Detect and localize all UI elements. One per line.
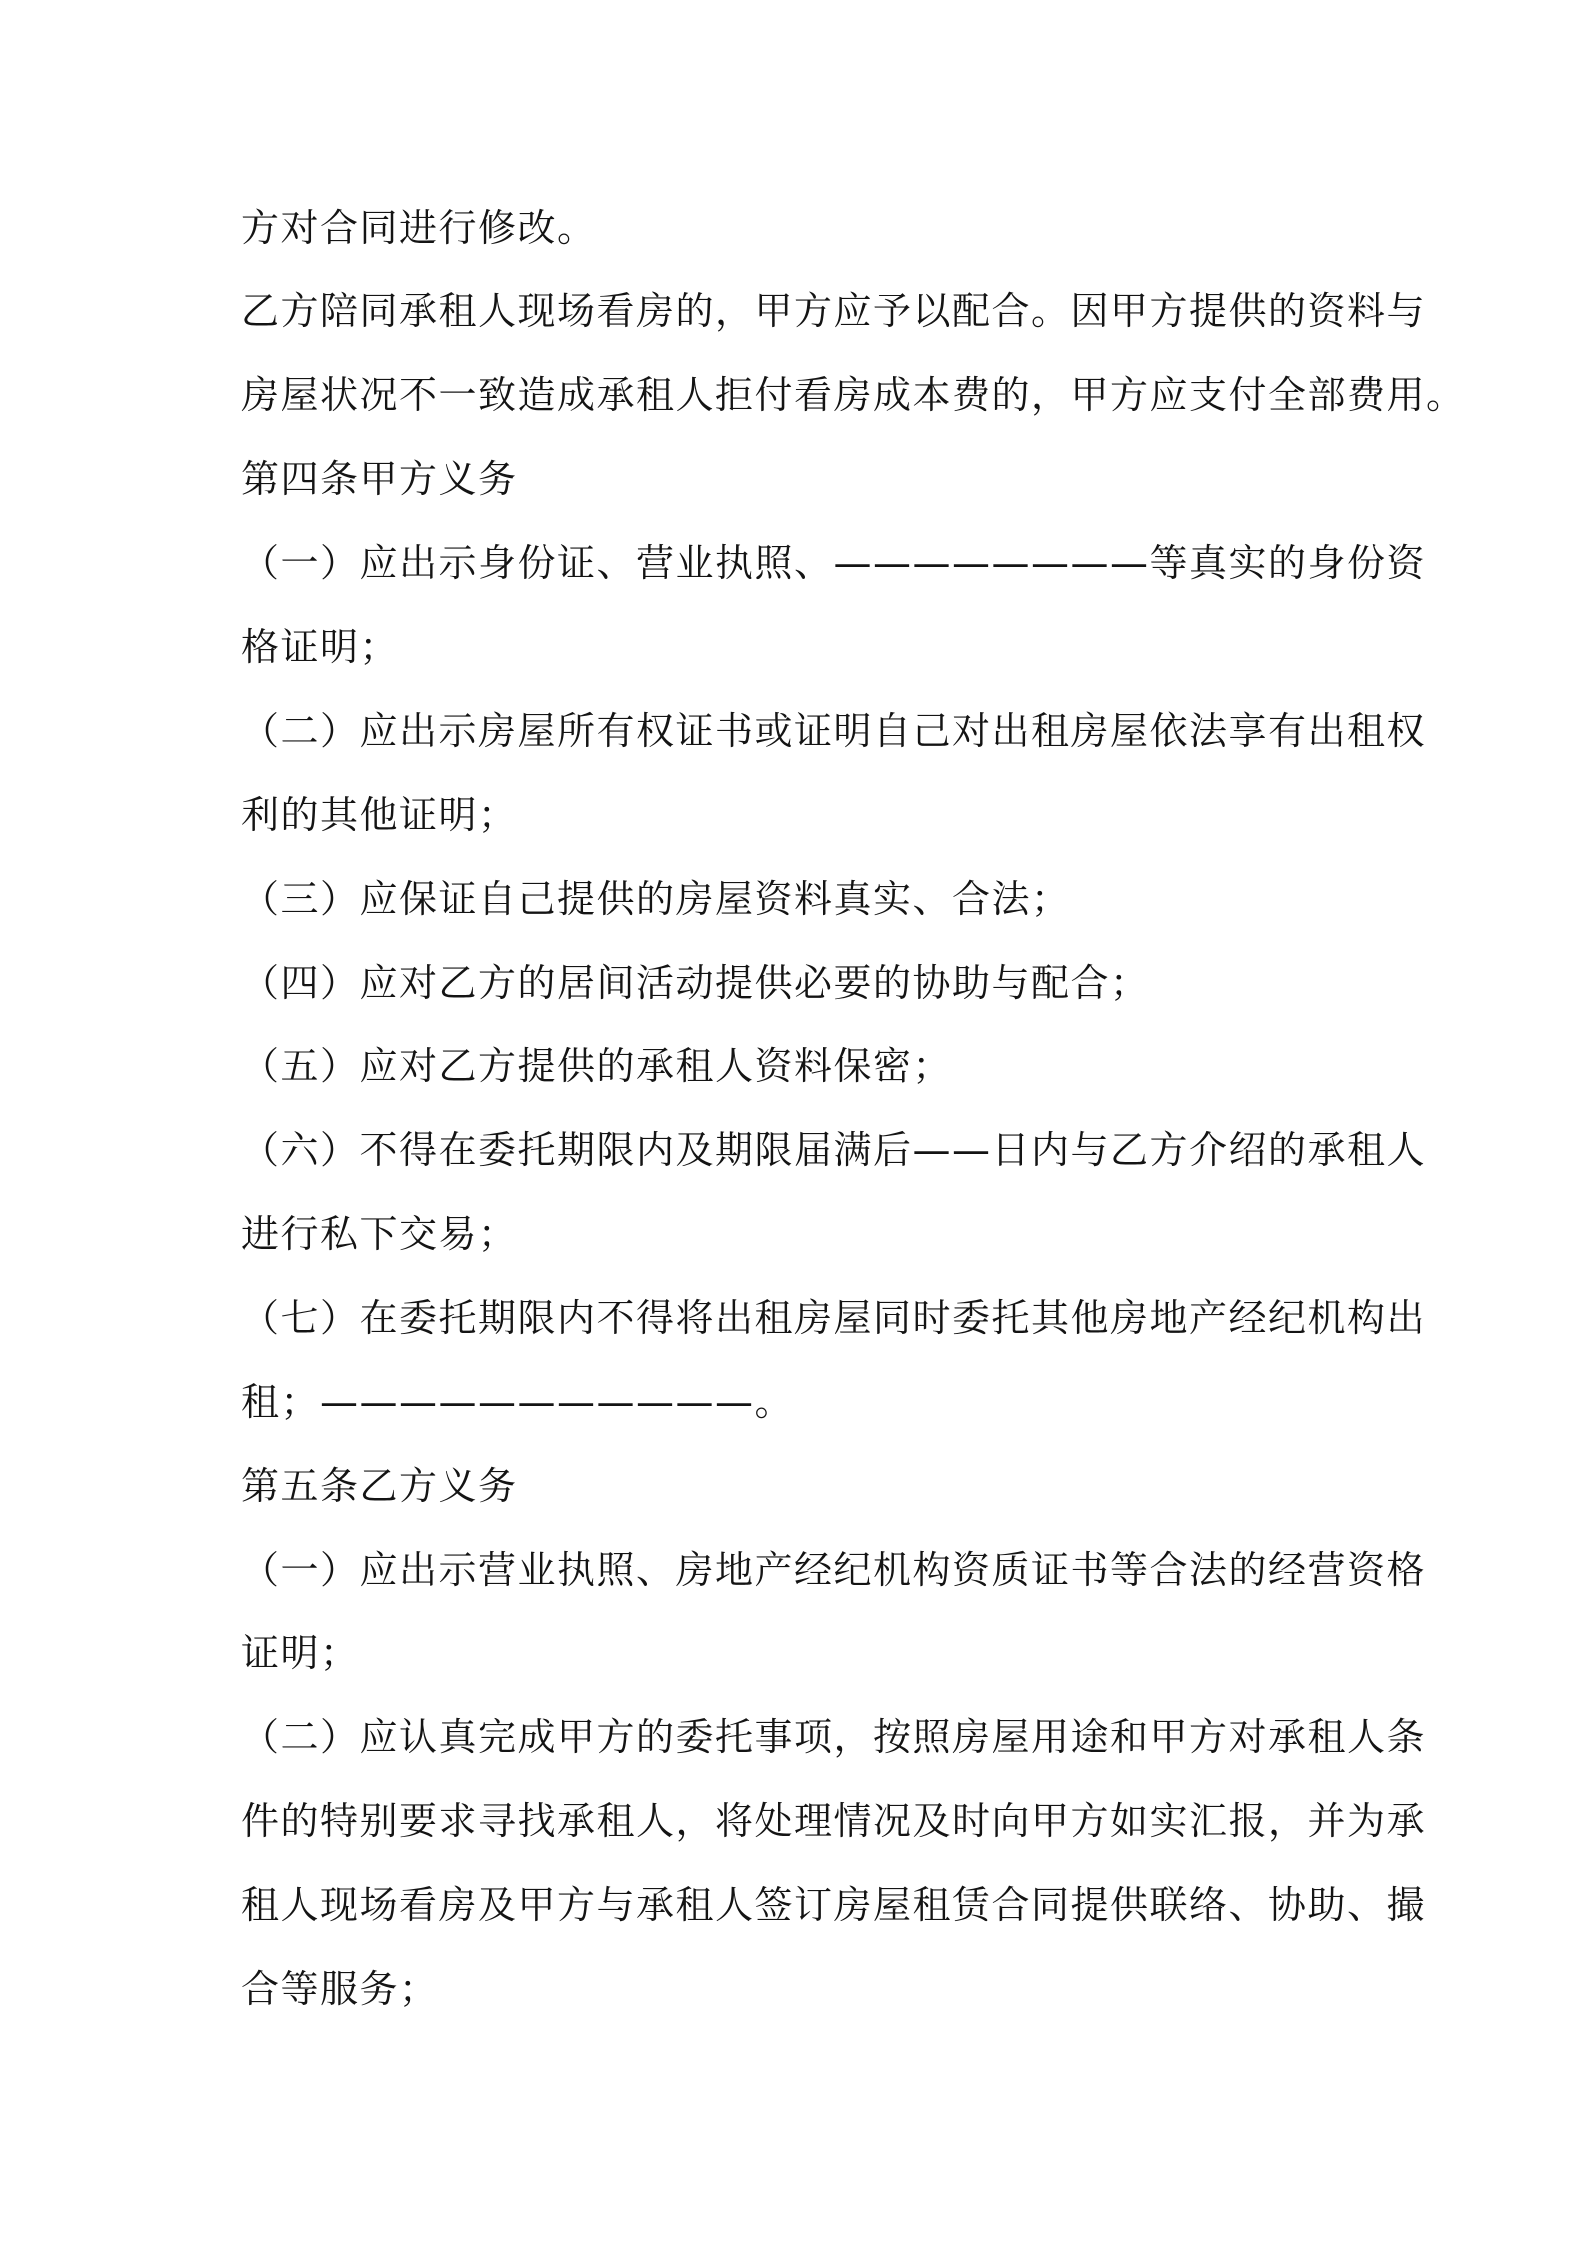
text-line: 件的特别要求寻找承租人，将处理情况及时向甲方如实汇报，并为承 bbox=[241, 1799, 1427, 1843]
text-line: （一）应出示营业执照、房地产经纪机构资质证书等合法的经营资格 bbox=[241, 1548, 1427, 1592]
text-line: 合等服务； bbox=[241, 1967, 439, 2011]
text-line: （七）在委托期限内不得将出租房屋同时委托其他房地产经纪机构出 bbox=[241, 1296, 1427, 1340]
article-heading: 第五条乙方义务 bbox=[241, 1464, 518, 1508]
text-line: （四）应对乙方的居间活动提供必要的协助与配合； bbox=[241, 961, 1150, 1005]
text-line: 方对合同进行修改。 bbox=[241, 206, 597, 250]
text-line: 租；———————————。 bbox=[241, 1380, 795, 1424]
text-line: （五）应对乙方提供的承租人资料保密； bbox=[241, 1044, 953, 1088]
text-line: （一）应出示身份证、营业执照、————————等真实的身份资 bbox=[241, 541, 1427, 585]
text-line: （三）应保证自己提供的房屋资料真实、合法； bbox=[241, 877, 1071, 921]
text-line: （六）不得在委托期限内及期限届满后——日内与乙方介绍的承租人 bbox=[241, 1128, 1427, 1172]
text-line: 租人现场看房及甲方与承租人签订房屋租赁合同提供联络、协助、撮 bbox=[241, 1883, 1427, 1927]
text-line: 房屋状况不一致造成承租人拒付看房成本费的，甲方应支付全部费用。 bbox=[241, 373, 1466, 417]
article-heading: 第四条甲方义务 bbox=[241, 457, 518, 501]
text-line: 证明； bbox=[241, 1631, 360, 1675]
text-line: （二）应出示房屋所有权证书或证明自己对出租房屋依法享有出租权 bbox=[241, 709, 1427, 753]
text-line: 乙方陪同承租人现场看房的，甲方应予以配合。因甲方提供的资料与 bbox=[241, 289, 1427, 333]
text-line: （二）应认真完成甲方的委托事项，按照房屋用途和甲方对承租人条 bbox=[241, 1715, 1427, 1759]
text-line: 进行私下交易； bbox=[241, 1212, 518, 1256]
text-line: 利的其他证明； bbox=[241, 793, 518, 837]
text-line: 格证明； bbox=[241, 625, 400, 669]
